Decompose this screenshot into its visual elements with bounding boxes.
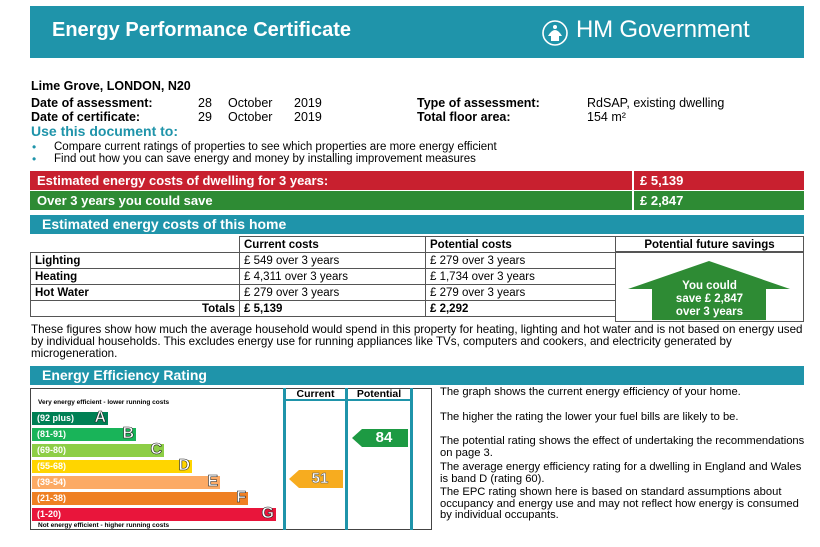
totals-label: Totals <box>31 301 240 317</box>
col-potential-savings: Potential future savings <box>615 236 804 252</box>
col-current-costs: Current costs <box>240 237 426 253</box>
row-current: £ 549 over 3 years <box>240 253 426 269</box>
floor-area-value: 154 m² <box>587 110 626 124</box>
totals-current: £ 5,139 <box>240 301 426 317</box>
rating-band-g <box>32 505 276 522</box>
col-current-rating: Current <box>296 388 335 400</box>
savings-arrow-text <box>616 280 803 319</box>
col-potential-rating: Potential <box>356 388 402 400</box>
use-heading: Use this document to: <box>31 123 179 139</box>
savings-value: £ 2,847 <box>640 193 684 208</box>
row-current: £ 279 over 3 years <box>240 285 426 301</box>
row-potential: £ 279 over 3 years <box>426 285 616 301</box>
table-row <box>31 285 616 301</box>
floor-area-label: Total floor area: <box>417 110 511 124</box>
rating-band-d <box>32 457 192 474</box>
band-letter: A <box>94 409 106 426</box>
rating-band-c <box>32 441 164 458</box>
rating-band-f <box>32 489 248 506</box>
row-potential: £ 1,734 over 3 years <box>426 269 616 285</box>
rating-band-e <box>32 473 220 490</box>
band-range: (55-68) <box>37 461 67 471</box>
band-letter: E <box>207 473 218 490</box>
row-label: Heating <box>31 269 240 285</box>
rating-bottom-note: Not energy efficient - higher running costs <box>38 522 170 529</box>
use-bullet-text: Find out how you can save energy and money by installing improvement measures <box>54 153 476 165</box>
savings-line: You could <box>682 280 737 292</box>
row-current: £ 4,311 over 3 years <box>240 269 426 285</box>
totals-row <box>31 301 616 317</box>
rating-explanation: The higher the rating the lower your fuel bills are likely to be. <box>440 411 739 423</box>
rating-explanation: The EPC rating shown here is based on standard assumptions about occupancy and energy use and may not reflect how energy is consumed by individual occupants. <box>440 486 799 521</box>
savings-bar <box>30 191 804 210</box>
certificate-month: October <box>228 110 273 124</box>
band-range: (1-20) <box>37 509 62 519</box>
savings-line: over 3 years <box>675 306 744 318</box>
rating-band-a <box>32 409 108 426</box>
rating-top-note: Very energy efficient - lower running costs <box>38 399 170 406</box>
potential-savings-box <box>615 252 804 322</box>
rating-explanation: The graph shows the current energy efficiency of your home. <box>440 386 741 398</box>
row-potential: £ 279 over 3 years <box>426 253 616 269</box>
row-label: Hot Water <box>31 285 240 301</box>
band-letter: D <box>178 457 190 474</box>
rating-explanation: The potential rating shows the effect of undertaking the recommendations on page 3. <box>440 435 805 459</box>
band-letter: G <box>261 505 274 522</box>
column-divider <box>345 388 348 530</box>
rating-explanation: The average energy efficiency rating for a dwelling in England and Wales is band D (rating 60). <box>440 461 802 485</box>
header-banner <box>30 6 804 58</box>
costs-heading-text: Estimated energy costs of this home <box>42 216 287 232</box>
assessment-type-value: RdSAP, existing dwelling <box>587 96 725 110</box>
assessment-type-label: Type of assessment: <box>417 96 540 110</box>
rating-section-heading <box>30 366 804 385</box>
assessment-year: 2019 <box>294 96 322 110</box>
rating-heading-text: Energy Efficiency Rating <box>42 367 207 383</box>
band-range: (21-38) <box>37 493 67 503</box>
band-range: (69-80) <box>37 445 67 455</box>
royal-crest-icon <box>540 18 570 48</box>
table-row <box>31 253 616 269</box>
property-address: Lime Grove, LONDON, N20 <box>31 79 191 93</box>
use-bullet: • Find out how you can save energy and money by installing improvement measures <box>32 152 476 166</box>
band-letter: B <box>122 425 134 442</box>
table-corner <box>31 237 240 253</box>
band-range: (81-91) <box>37 429 67 439</box>
potential-rating-value: 84 <box>375 429 393 446</box>
band-range: (92 plus) <box>37 413 75 423</box>
col-potential-costs: Potential costs <box>426 237 616 253</box>
government-logo-text: HM Government <box>576 16 750 43</box>
certificate-day: 29 <box>198 110 212 124</box>
estimated-cost-bar <box>30 171 804 190</box>
row-label: Lighting <box>31 253 240 269</box>
use-bullet: • Compare current ratings of properties to see which properties are more energy efficient <box>32 140 497 154</box>
band-letter: C <box>150 441 162 458</box>
band-range: (39-54) <box>37 477 67 487</box>
savings-label: Over 3 years you could save <box>37 193 213 208</box>
assessment-month: October <box>228 96 273 110</box>
page-title: Energy Performance Certificate <box>52 19 352 41</box>
current-rating-value: 51 <box>311 470 329 487</box>
assessment-day: 28 <box>198 96 212 110</box>
costs-section-heading <box>30 215 804 234</box>
totals-potential: £ 2,292 <box>426 301 616 317</box>
estimated-cost-label: Estimated energy costs of dwelling for 3 years: <box>37 173 329 188</box>
band-letter: F <box>236 489 246 506</box>
column-divider <box>283 388 286 530</box>
column-divider <box>410 388 413 530</box>
certificate-year: 2019 <box>294 110 322 124</box>
costs-table <box>30 236 616 317</box>
costs-explanation: These figures show how much the average household would spend in this property for heating, lighting and hot water and is not based on energy used by individual households. This excludes energy use for running appliances like TVs, computers and cookers, and electricity generated by microgeneration. <box>31 323 803 360</box>
use-bullet-text: Compare current ratings of properties to see which properties are more energy efficient <box>54 141 497 153</box>
certificate-date-label: Date of certificate: <box>31 110 141 124</box>
assessment-date-label: Date of assessment: <box>31 96 153 110</box>
savings-line: save £ 2,847 <box>675 293 744 305</box>
table-row <box>31 269 616 285</box>
rating-band-b <box>32 425 136 442</box>
estimated-cost-value: £ 5,139 <box>640 173 684 188</box>
